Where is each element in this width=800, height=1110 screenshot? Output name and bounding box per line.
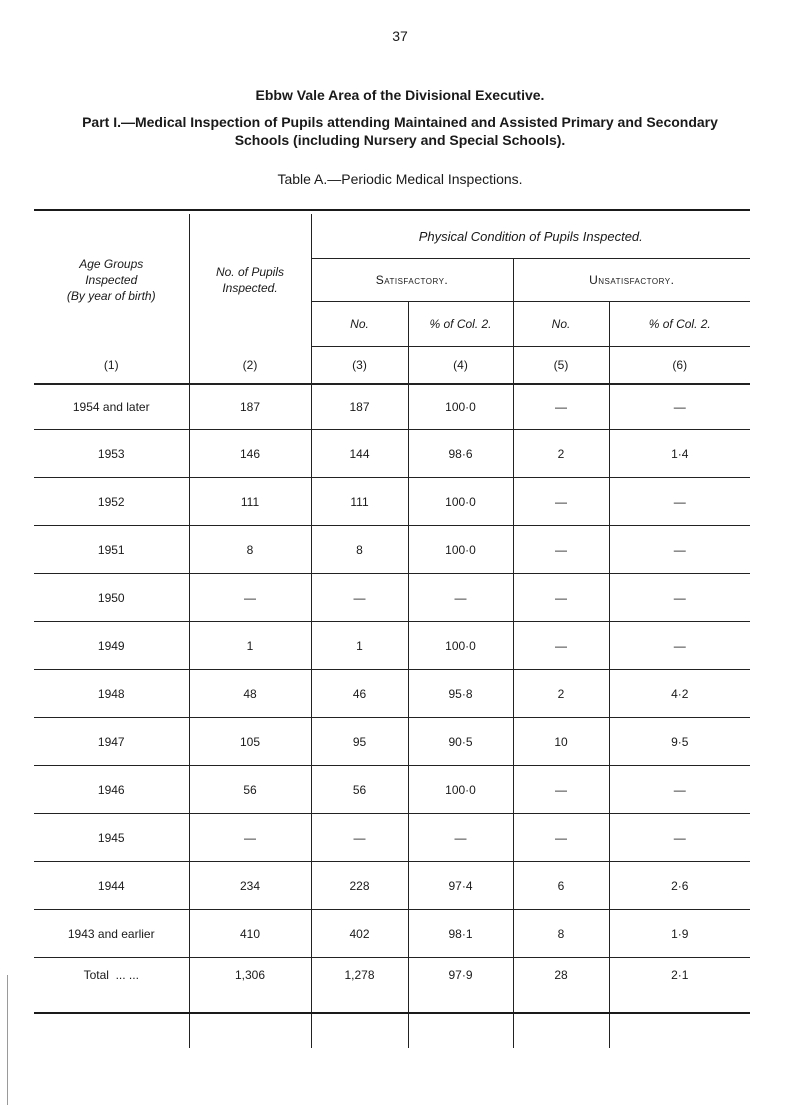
row-age: 1944: [34, 862, 189, 910]
total-unsat-pct: 2·1: [671, 968, 689, 982]
row-unsat-no: 6: [513, 862, 609, 910]
row-sat-no: —: [311, 814, 408, 862]
row-sat-no: —: [311, 574, 408, 622]
row-sat-pct: 98·6: [408, 430, 513, 478]
page-number: 37: [392, 28, 408, 44]
row-age: 1954 and later: [34, 384, 189, 430]
row-unsat-pct: —: [609, 814, 750, 862]
row-unsat-pct: —: [609, 766, 750, 814]
column-number-6: (6): [609, 347, 750, 385]
total-sat-pct: 97·9: [408, 958, 513, 1049]
row-age: 1947: [34, 718, 189, 766]
header-pupils-line-2: Inspected.: [222, 281, 278, 296]
row-age: 1953: [34, 430, 189, 478]
row-inspected: 56: [189, 766, 311, 814]
header-unsat-no: [513, 302, 609, 347]
header-unsatisfactory: Unsatisfactory.: [513, 259, 750, 302]
row-inspected: 234: [189, 862, 311, 910]
periodic-inspections-table: [34, 214, 750, 1048]
row-unsat-no: 2: [513, 430, 609, 478]
row-age: 1952: [34, 478, 189, 526]
column-number-5: (5): [513, 347, 609, 385]
table-row: [34, 910, 750, 958]
row-sat-no: 144: [311, 430, 408, 478]
total-dots: ... ...: [115, 968, 139, 982]
document-title: Ebbw Vale Area of the Divisional Executive.: [255, 87, 545, 103]
header-sat-no-text: No.: [350, 317, 369, 331]
table-row: [34, 862, 750, 910]
header-pupils-inspected: [189, 214, 311, 347]
part-heading: [0, 113, 800, 149]
header-pupils-line-1: No. of Pupils: [215, 265, 285, 280]
table-row: [34, 670, 750, 718]
row-unsat-pct: —: [609, 622, 750, 670]
row-sat-no: 402: [311, 910, 408, 958]
row-sat-pct: 100·0: [408, 526, 513, 574]
column-number-3: (3): [311, 347, 408, 385]
row-inspected: —: [189, 814, 311, 862]
row-unsat-pct: —: [609, 574, 750, 622]
row-inspected: 48: [189, 670, 311, 718]
row-unsat-no: 8: [513, 910, 609, 958]
row-age: 1951: [34, 526, 189, 574]
row-sat-pct: 100·0: [408, 622, 513, 670]
part-heading-line-1: Part I.—Medical Inspection of Pupils attending Maintained and Assisted Primary and Secondary: [82, 114, 718, 130]
row-age: 1943 and earlier: [34, 910, 189, 958]
row-sat-pct: —: [408, 814, 513, 862]
table-row: [34, 718, 750, 766]
table-row: [34, 814, 750, 862]
header-unsat-no-text: No.: [551, 317, 571, 331]
row-sat-no: 56: [311, 766, 408, 814]
column-number-2: (2): [189, 347, 311, 385]
row-sat-pct: 98·1: [408, 910, 513, 958]
table-row: [34, 430, 750, 478]
row-unsat-pct: 2·6: [609, 862, 750, 910]
table-row: [34, 478, 750, 526]
page-edge-mark: [7, 975, 8, 1105]
header-sat-pct: [408, 302, 513, 347]
row-inspected: 8: [189, 526, 311, 574]
table-row: [34, 574, 750, 622]
table-row: [34, 526, 750, 574]
header-unsat-pct-text: % of Col. 2.: [648, 317, 711, 331]
total-sat-no: 1,278: [311, 958, 408, 1049]
row-inspected: 146: [189, 430, 311, 478]
row-inspected: 187: [189, 384, 311, 430]
header-age-groups-line-3: (By year of birth): [66, 289, 156, 304]
row-sat-pct: 97·4: [408, 862, 513, 910]
row-age: 1945: [34, 814, 189, 862]
row-sat-no: 8: [311, 526, 408, 574]
part-heading-line-2: Schools (including Nursery and Special Schools).: [234, 132, 566, 148]
total-row: [34, 958, 750, 1049]
header-sat-no: [311, 302, 408, 347]
row-sat-pct: 100·0: [408, 478, 513, 526]
row-unsat-no: —: [513, 384, 609, 430]
row-sat-no: 46: [311, 670, 408, 718]
table-title: Table A.—Periodic Medical Inspections.: [277, 171, 523, 187]
row-sat-pct: 100·0: [408, 766, 513, 814]
row-sat-pct: —: [408, 574, 513, 622]
column-number-4: (4): [408, 347, 513, 385]
row-sat-pct: 95·8: [408, 670, 513, 718]
row-unsat-pct: —: [609, 478, 750, 526]
column-number-1: (1): [34, 347, 189, 385]
row-unsat-pct: —: [609, 526, 750, 574]
row-unsat-pct: 1·9: [609, 910, 750, 958]
row-age: 1949: [34, 622, 189, 670]
row-inspected: —: [189, 574, 311, 622]
header-physical-condition: Physical Condition of Pupils Inspected.: [311, 214, 750, 259]
row-unsat-no: —: [513, 574, 609, 622]
table-row: [34, 766, 750, 814]
row-sat-pct: 90·5: [408, 718, 513, 766]
row-unsat-no: —: [513, 814, 609, 862]
row-sat-no: 95: [311, 718, 408, 766]
row-age: 1946: [34, 766, 189, 814]
row-unsat-no: —: [513, 526, 609, 574]
row-sat-no: 1: [311, 622, 408, 670]
row-unsat-no: —: [513, 622, 609, 670]
row-sat-no: 187: [311, 384, 408, 430]
table-body: [34, 384, 750, 1048]
row-age: 1950: [34, 574, 189, 622]
table-bottom-rule: [34, 1012, 750, 1014]
table-row: [34, 384, 750, 430]
row-age: 1948: [34, 670, 189, 718]
row-unsat-pct: —: [609, 384, 750, 430]
row-sat-no: 111: [311, 478, 408, 526]
row-unsat-no: 2: [513, 670, 609, 718]
row-inspected: 410: [189, 910, 311, 958]
row-inspected: 105: [189, 718, 311, 766]
row-unsat-no: —: [513, 766, 609, 814]
header-age-groups-line-2: Inspected: [85, 273, 138, 288]
row-inspected: 1: [189, 622, 311, 670]
table-row: [34, 622, 750, 670]
header-sat-pct-text: % of Col. 2.: [429, 317, 492, 331]
total-unsat-no: 28: [513, 958, 609, 1049]
total-label-cell: [34, 958, 189, 1049]
header-unsat-pct: [609, 302, 750, 347]
header-age-groups-line-1: Age Groups: [79, 257, 144, 272]
header-age-groups: [34, 214, 189, 347]
row-unsat-pct: 1·4: [609, 430, 750, 478]
row-unsat-no: 10: [513, 718, 609, 766]
row-sat-no: 228: [311, 862, 408, 910]
total-inspected: 1,306: [189, 958, 311, 1049]
row-inspected: 111: [189, 478, 311, 526]
row-unsat-pct: 4·2: [609, 670, 750, 718]
table-top-rule: [34, 209, 750, 211]
row-unsat-no: —: [513, 478, 609, 526]
row-sat-pct: 100·0: [408, 384, 513, 430]
header-satisfactory: Satisfactory.: [311, 259, 513, 302]
row-unsat-pct: 9·5: [609, 718, 750, 766]
total-label: Total: [83, 968, 109, 982]
